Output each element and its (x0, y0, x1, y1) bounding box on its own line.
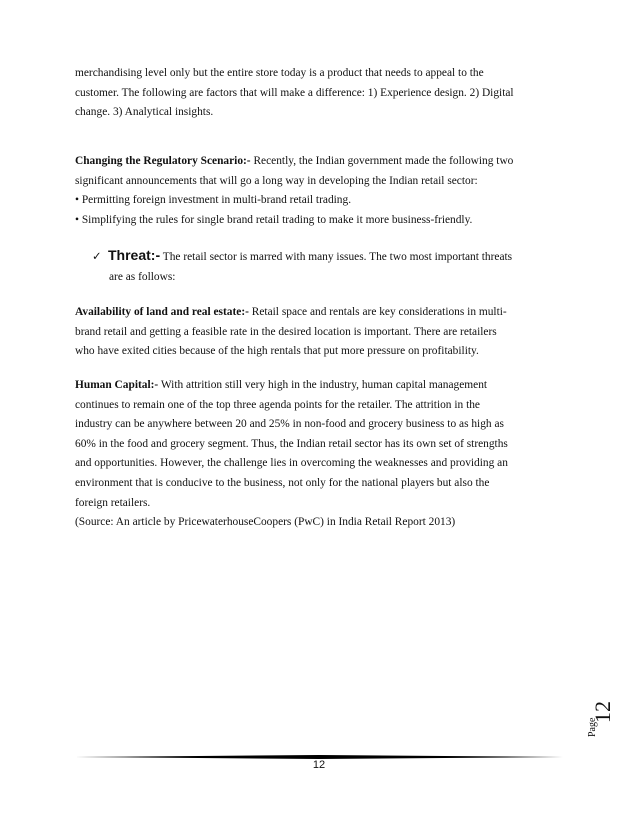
regulatory-section (75, 152, 565, 230)
text-line: and opportunities. However, the challenge lies in overcoming the weaknesses and providing an (75, 457, 508, 470)
text-line: who have exited cities because of the high rentals that put more pressure on profitability. (75, 345, 479, 358)
source-citation: (Source: An article by PricewaterhouseCoopers (PwC) in India Retail Report 2013) (75, 516, 456, 529)
section-heading: Human Capital:- (75, 379, 159, 391)
threat-section (92, 246, 572, 287)
text-line: Recently, the Indian government made the following two (250, 155, 514, 167)
text-line: continues to remain one of the top three agenda points for the retailer. The attrition in the (75, 398, 480, 411)
text-line: change. 3) Analytical insights. (75, 106, 214, 119)
availability-section (75, 303, 565, 362)
human-capital-section (75, 376, 565, 533)
text-line: customer. The following are factors that will make a difference: 1) Experience design. 2) Digital (75, 86, 514, 99)
text-line: foreign retailers. (75, 496, 151, 509)
text-line: The retail sector is marred with many issues. The two most important threats (160, 251, 513, 263)
page-number-vertical: 12 (590, 701, 615, 723)
text-line: industry can be anywhere between 20 and 25% in non-food and grocery business to as high as (75, 418, 504, 431)
section-heading: Changing the Regulatory Scenario:- (75, 155, 251, 167)
bullet-item: • Permitting foreign investment in multi-brand retail trading. (75, 194, 352, 207)
text-line: merchandising level only but the entire store today is a product that needs to appeal to the (75, 67, 484, 79)
section-heading: Availability of land and real estate:- (75, 306, 249, 318)
page-prefix: Page (587, 717, 598, 737)
bullet-item: • Simplifying the rules for single brand retail trading to make it more business-friendly. (75, 213, 473, 226)
intro-paragraph (75, 64, 565, 123)
text-line: environment that is conducive to the business, not only for the national players but also the (75, 476, 490, 489)
text-line: 60% in the food and grocery segment. Thus, the Indian retail sector has its own set of strengths (75, 437, 508, 450)
text-line: significant announcements that will go a long way in developing the Indian retail sector: (75, 174, 478, 187)
text-line: are as follows: (109, 270, 176, 283)
checkmark-icon: ✓ (92, 251, 102, 263)
text-line: With attrition still very high in the industry, human capital management (158, 379, 488, 391)
vertical-page-label (583, 695, 613, 735)
footer-page-number: 12 (312, 759, 326, 771)
section-heading: Threat:- (108, 247, 161, 263)
text-line: Retail space and rentals are key considerations in multi- (248, 306, 507, 318)
text-line: brand retail and getting a feasible rate in the desired location is important. There are retailers (75, 325, 497, 338)
